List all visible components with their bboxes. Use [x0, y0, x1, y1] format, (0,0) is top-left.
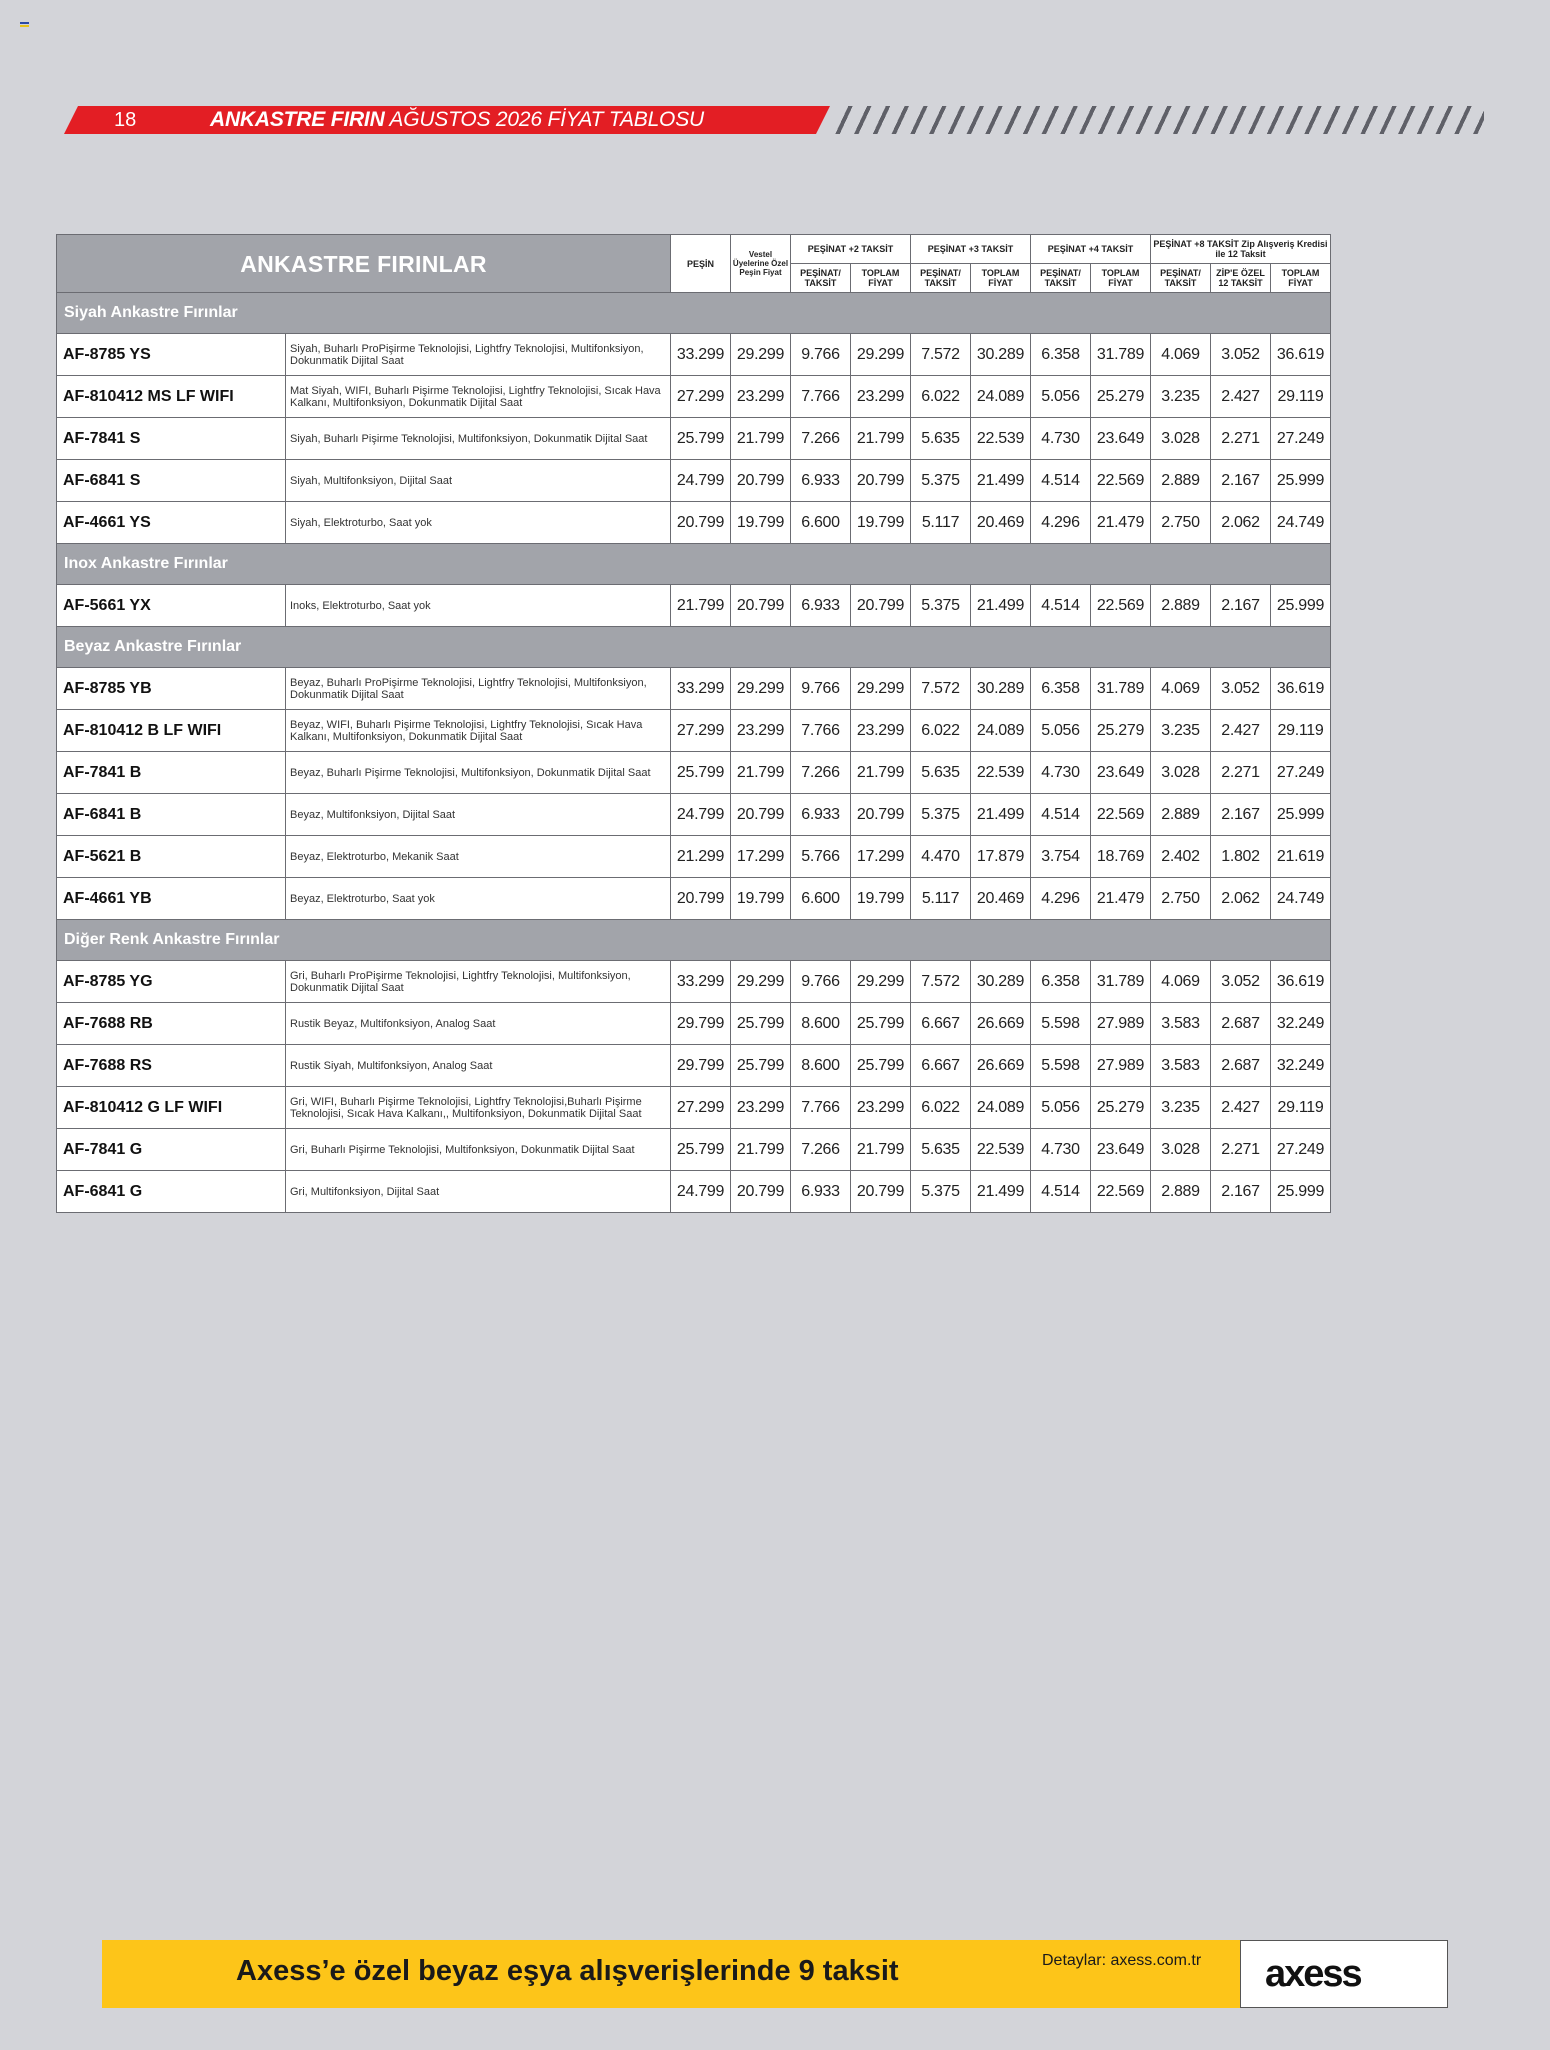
price-cell: 25.999: [1271, 794, 1331, 836]
price-cell: 32.249: [1271, 1045, 1331, 1087]
sub-header: TOPLAM FİYAT: [851, 264, 911, 293]
price-cell: 4.514: [1031, 794, 1091, 836]
price-cell: 7.572: [911, 961, 971, 1003]
price-cell: 22.539: [971, 1129, 1031, 1171]
table-row: [57, 334, 1331, 376]
table-row: [57, 794, 1331, 836]
description-cell: Gri, WIFI, Buharlı Pişirme Teknolojisi, Lightfry Teknolojisi,Buharlı Pişirme Teknolojisi, Sıcak Hava Kalkanı,, Multifonksiyon, Dokunmatik Dijital Saat: [286, 1087, 671, 1129]
table-row: [57, 961, 1331, 1003]
price-cell: 20.799: [731, 585, 791, 627]
description-cell: Mat Siyah, WIFI, Buharlı Pişirme Teknolojisi, Lightfry Teknolojisi, Sıcak Hava Kalkanı, Multifonksiyon, Dokunmatik Dijital Saat: [286, 376, 671, 418]
price-cell: 6.933: [791, 1171, 851, 1213]
price-cell: 25.799: [671, 1129, 731, 1171]
table-row: [57, 1003, 1331, 1045]
price-cell: 7.266: [791, 1129, 851, 1171]
price-cell: 3.235: [1151, 1087, 1211, 1129]
price-cell: 25.799: [731, 1003, 791, 1045]
price-cell: 2.750: [1151, 878, 1211, 920]
price-cell: 3.235: [1151, 710, 1211, 752]
price-cell: 6.022: [911, 710, 971, 752]
model-cell: AF-4661 YB: [57, 878, 286, 920]
col-pesin: PEŞİN: [671, 235, 731, 293]
table-row: [57, 460, 1331, 502]
table-row: [57, 418, 1331, 460]
price-cell: 17.879: [971, 836, 1031, 878]
price-cell: 21.619: [1271, 836, 1331, 878]
col-vestel-price: Vestel Üyelerine Özel Peşin Fiyat: [731, 235, 791, 293]
price-cell: 22.539: [971, 418, 1031, 460]
price-cell: 7.766: [791, 1087, 851, 1129]
price-cell: 21.299: [671, 836, 731, 878]
price-cell: 20.799: [851, 1171, 911, 1213]
price-cell: 4.730: [1031, 752, 1091, 794]
price-cell: 21.479: [1091, 502, 1151, 544]
price-cell: 30.289: [971, 334, 1031, 376]
price-cell: 19.799: [851, 878, 911, 920]
page-title: [210, 108, 704, 132]
price-cell: 9.766: [791, 668, 851, 710]
price-cell: 3.052: [1211, 334, 1271, 376]
price-cell: 21.799: [851, 1129, 911, 1171]
price-cell: 3.028: [1151, 752, 1211, 794]
price-cell: 27.299: [671, 376, 731, 418]
model-cell: AF-6841 G: [57, 1171, 286, 1213]
price-cell: 19.799: [851, 502, 911, 544]
table-row: [57, 1129, 1331, 1171]
price-cell: 4.069: [1151, 334, 1211, 376]
price-cell: 21.479: [1091, 878, 1151, 920]
price-cell: 5.375: [911, 794, 971, 836]
price-cell: 2.750: [1151, 502, 1211, 544]
description-cell: Rustik Siyah, Multifonksiyon, Analog Saat: [286, 1045, 671, 1087]
price-cell: 4.730: [1031, 418, 1091, 460]
price-cell: 27.299: [671, 1087, 731, 1129]
price-cell: 17.299: [731, 836, 791, 878]
price-cell: 24.749: [1271, 502, 1331, 544]
price-cell: 23.299: [851, 710, 911, 752]
price-cell: 2.271: [1211, 418, 1271, 460]
section-row: [57, 920, 1331, 961]
price-cell: 23.299: [851, 376, 911, 418]
price-cell: 21.799: [851, 752, 911, 794]
page-title-bold: ANKASTRE FIRIN: [210, 108, 385, 131]
price-cell: 6.022: [911, 1087, 971, 1129]
header-banner: [64, 106, 1484, 134]
model-cell: AF-7688 RB: [57, 1003, 286, 1045]
model-cell: AF-6841 B: [57, 794, 286, 836]
section-title: Siyah Ankastre Fırınlar: [57, 293, 1331, 334]
sub-header: PEŞİNAT/ TAKSİT: [1031, 264, 1091, 293]
price-cell: 3.583: [1151, 1045, 1211, 1087]
price-cell: 19.799: [731, 878, 791, 920]
price-cell: 25.799: [671, 752, 731, 794]
description-cell: Beyaz, Buharlı ProPişirme Teknolojisi, Lightfry Teknolojisi, Multifonksiyon, Dokunmatik Dijital Saat: [286, 668, 671, 710]
price-cell: 6.933: [791, 585, 851, 627]
price-cell: 4.069: [1151, 961, 1211, 1003]
price-cell: 3.583: [1151, 1003, 1211, 1045]
table-row: [57, 502, 1331, 544]
model-cell: AF-6841 S: [57, 460, 286, 502]
sub-header: PEŞİNAT/ TAKSİT: [1151, 264, 1211, 293]
table-row: [57, 752, 1331, 794]
model-cell: AF-8785 YB: [57, 668, 286, 710]
price-cell: 20.799: [731, 794, 791, 836]
price-cell: 29.299: [731, 334, 791, 376]
price-cell: 24.089: [971, 376, 1031, 418]
model-cell: AF-810412 B LF WIFI: [57, 710, 286, 752]
price-cell: 27.989: [1091, 1003, 1151, 1045]
price-cell: 7.266: [791, 752, 851, 794]
table-row: [57, 710, 1331, 752]
price-cell: 36.619: [1271, 334, 1331, 376]
price-cell: 6.600: [791, 502, 851, 544]
table-body: [57, 293, 1331, 1213]
table-row: [57, 376, 1331, 418]
price-cell: 26.669: [971, 1045, 1031, 1087]
price-cell: 21.499: [971, 794, 1031, 836]
description-cell: Siyah, Multifonksiyon, Dijital Saat: [286, 460, 671, 502]
model-cell: AF-810412 MS LF WIFI: [57, 376, 286, 418]
price-cell: 24.749: [1271, 878, 1331, 920]
group-header-4-taksit: PEŞİNAT +4 TAKSİT: [1031, 235, 1151, 264]
sub-header: TOPLAM FİYAT: [1091, 264, 1151, 293]
group-header-3-taksit: PEŞİNAT +3 TAKSİT: [911, 235, 1031, 264]
price-cell: 27.989: [1091, 1045, 1151, 1087]
price-cell: 4.470: [911, 836, 971, 878]
axess-logo-box: [1240, 1940, 1448, 2008]
price-cell: 8.600: [791, 1045, 851, 1087]
price-cell: 2.889: [1151, 1171, 1211, 1213]
price-cell: 2.427: [1211, 376, 1271, 418]
price-cell: 20.799: [731, 460, 791, 502]
description-cell: Gri, Multifonksiyon, Dijital Saat: [286, 1171, 671, 1213]
price-cell: 23.649: [1091, 752, 1151, 794]
price-cell: 25.999: [1271, 460, 1331, 502]
page-title-rest: AĞUSTOS 2026 FİYAT TABLOSU: [384, 108, 704, 131]
price-cell: 6.022: [911, 376, 971, 418]
description-cell: Gri, Buharlı Pişirme Teknolojisi, Multifonksiyon, Dokunmatik Dijital Saat: [286, 1129, 671, 1171]
model-cell: AF-8785 YS: [57, 334, 286, 376]
group-header-2-taksit: PEŞİNAT +2 TAKSİT: [791, 235, 911, 264]
axess-logo: axess: [1265, 1953, 1361, 1995]
price-cell: 6.933: [791, 794, 851, 836]
price-cell: 5.375: [911, 1171, 971, 1213]
sub-header: PEŞİNAT/ TAKSİT: [791, 264, 851, 293]
price-cell: 23.649: [1091, 418, 1151, 460]
price-cell: 21.799: [731, 418, 791, 460]
model-cell: AF-7841 B: [57, 752, 286, 794]
model-cell: AF-810412 G LF WIFI: [57, 1087, 286, 1129]
section-row: [57, 293, 1331, 334]
price-cell: 31.789: [1091, 668, 1151, 710]
price-cell: 33.299: [671, 668, 731, 710]
model-cell: AF-8785 YG: [57, 961, 286, 1003]
price-cell: 4.514: [1031, 585, 1091, 627]
group-header-8-taksit: PEŞİNAT +8 TAKSİT Zip Alışveriş Kredisi ile 12 Taksit: [1151, 235, 1331, 264]
footer-promo-text: Axess’e özel beyaz eşya alışverişlerinde 9 taksit: [236, 1955, 899, 1987]
model-cell: AF-7841 S: [57, 418, 286, 460]
description-cell: Gri, Buharlı ProPişirme Teknolojisi, Lightfry Teknolojisi, Multifonksiyon, Dokunmatik Dijital Saat: [286, 961, 671, 1003]
price-cell: 9.766: [791, 334, 851, 376]
price-cell: 4.069: [1151, 668, 1211, 710]
price-cell: 2.427: [1211, 710, 1271, 752]
price-cell: 24.089: [971, 710, 1031, 752]
price-cell: 17.299: [851, 836, 911, 878]
price-cell: 2.167: [1211, 585, 1271, 627]
price-cell: 24.799: [671, 1171, 731, 1213]
price-cell: 2.889: [1151, 585, 1211, 627]
price-cell: 6.600: [791, 878, 851, 920]
price-cell: 20.799: [731, 1171, 791, 1213]
price-cell: 5.766: [791, 836, 851, 878]
price-cell: 5.635: [911, 418, 971, 460]
price-cell: 20.799: [851, 794, 911, 836]
price-cell: 20.469: [971, 878, 1031, 920]
price-cell: 36.619: [1271, 668, 1331, 710]
price-cell: 2.427: [1211, 1087, 1271, 1129]
price-cell: 24.799: [671, 460, 731, 502]
price-cell: 21.499: [971, 460, 1031, 502]
price-cell: 25.279: [1091, 710, 1151, 752]
price-cell: 5.598: [1031, 1003, 1091, 1045]
model-cell: AF-7841 G: [57, 1129, 286, 1171]
price-cell: 1.802: [1211, 836, 1271, 878]
price-cell: 3.754: [1031, 836, 1091, 878]
price-cell: 5.117: [911, 878, 971, 920]
price-cell: 31.789: [1091, 961, 1151, 1003]
price-cell: 29.799: [671, 1003, 731, 1045]
description-cell: Beyaz, WIFI, Buharlı Pişirme Teknolojisi, Lightfry Teknolojisi, Sıcak Hava Kalkanı, Multifonksiyon, Dokunmatik Dijital Saat: [286, 710, 671, 752]
price-cell: 6.667: [911, 1003, 971, 1045]
table-row: [57, 668, 1331, 710]
price-cell: 3.028: [1151, 418, 1211, 460]
price-cell: 4.730: [1031, 1129, 1091, 1171]
model-cell: AF-5661 YX: [57, 585, 286, 627]
price-cell: 29.799: [671, 1045, 731, 1087]
price-cell: 32.249: [1271, 1003, 1331, 1045]
model-cell: AF-5621 B: [57, 836, 286, 878]
section-title: Beyaz Ankastre Fırınlar: [57, 627, 1331, 668]
price-cell: 29.119: [1271, 1087, 1331, 1129]
price-cell: 20.799: [671, 878, 731, 920]
sub-header: PEŞİNAT/ TAKSİT: [911, 264, 971, 293]
price-cell: 2.889: [1151, 794, 1211, 836]
description-cell: Beyaz, Elektroturbo, Mekanik Saat: [286, 836, 671, 878]
price-cell: 21.499: [971, 585, 1031, 627]
price-cell: 25.799: [851, 1045, 911, 1087]
price-cell: 2.062: [1211, 502, 1271, 544]
price-cell: 23.649: [1091, 1129, 1151, 1171]
price-cell: 3.235: [1151, 376, 1211, 418]
price-cell: 19.799: [731, 502, 791, 544]
price-cell: 29.299: [851, 668, 911, 710]
price-cell: 29.299: [731, 961, 791, 1003]
table-row: [57, 1045, 1331, 1087]
price-cell: 29.119: [1271, 376, 1331, 418]
price-cell: 9.766: [791, 961, 851, 1003]
price-cell: 2.167: [1211, 460, 1271, 502]
price-cell: 21.799: [851, 418, 911, 460]
description-cell: Siyah, Elektroturbo, Saat yok: [286, 502, 671, 544]
price-cell: 20.799: [671, 502, 731, 544]
model-cell: AF-4661 YS: [57, 502, 286, 544]
price-cell: 29.299: [731, 668, 791, 710]
description-cell: Siyah, Buharlı ProPişirme Teknolojisi, Lightfry Teknolojisi, Multifonksiyon, Dokunmatik Dijital Saat: [286, 334, 671, 376]
price-cell: 25.279: [1091, 376, 1151, 418]
table-title: ANKASTRE FIRINLAR: [57, 235, 671, 293]
price-cell: 27.249: [1271, 752, 1331, 794]
price-cell: 21.799: [671, 585, 731, 627]
price-cell: 4.514: [1031, 1171, 1091, 1213]
price-table-container: [56, 234, 1331, 1213]
banner-stripes: [834, 106, 1484, 134]
price-cell: 7.572: [911, 334, 971, 376]
price-cell: 6.667: [911, 1045, 971, 1087]
table-row: [57, 1171, 1331, 1213]
price-cell: 21.799: [731, 1129, 791, 1171]
price-cell: 23.299: [731, 376, 791, 418]
table-row: [57, 878, 1331, 920]
price-cell: 5.375: [911, 460, 971, 502]
sub-header: TOPLAM FİYAT: [971, 264, 1031, 293]
description-cell: Beyaz, Elektroturbo, Saat yok: [286, 878, 671, 920]
price-cell: 25.999: [1271, 585, 1331, 627]
price-cell: 5.635: [911, 752, 971, 794]
price-cell: 2.062: [1211, 878, 1271, 920]
price-cell: 2.687: [1211, 1045, 1271, 1087]
price-cell: 2.167: [1211, 794, 1271, 836]
sub-header: ZİP'E ÖZEL 12 TAKSİT: [1211, 264, 1271, 293]
price-cell: 6.358: [1031, 334, 1091, 376]
page-number: 18: [114, 109, 137, 131]
section-title: Inox Ankastre Fırınlar: [57, 544, 1331, 585]
price-cell: 25.799: [731, 1045, 791, 1087]
section-row: [57, 544, 1331, 585]
description-cell: Inoks, Elektroturbo, Saat yok: [286, 585, 671, 627]
description-cell: Beyaz, Multifonksiyon, Dijital Saat: [286, 794, 671, 836]
price-cell: 7.572: [911, 668, 971, 710]
price-cell: 5.056: [1031, 1087, 1091, 1129]
price-cell: 5.056: [1031, 376, 1091, 418]
price-cell: 18.769: [1091, 836, 1151, 878]
price-cell: 26.669: [971, 1003, 1031, 1045]
price-cell: 2.167: [1211, 1171, 1271, 1213]
price-cell: 5.635: [911, 1129, 971, 1171]
footer-promo-bar: [102, 1940, 1240, 2008]
price-cell: 22.569: [1091, 1171, 1151, 1213]
price-cell: 7.766: [791, 710, 851, 752]
price-cell: 8.600: [791, 1003, 851, 1045]
price-cell: 25.799: [851, 1003, 911, 1045]
price-cell: 3.052: [1211, 668, 1271, 710]
price-cell: 27.249: [1271, 1129, 1331, 1171]
price-cell: 22.569: [1091, 585, 1151, 627]
price-cell: 3.052: [1211, 961, 1271, 1003]
section-title: Diğer Renk Ankastre Fırınlar: [57, 920, 1331, 961]
price-cell: 29.119: [1271, 710, 1331, 752]
price-cell: 2.889: [1151, 460, 1211, 502]
description-cell: Siyah, Buharlı Pişirme Teknolojisi, Multifonksiyon, Dokunmatik Dijital Saat: [286, 418, 671, 460]
price-cell: 4.296: [1031, 878, 1091, 920]
price-cell: 23.299: [731, 710, 791, 752]
price-cell: 6.358: [1031, 961, 1091, 1003]
price-cell: 6.358: [1031, 668, 1091, 710]
sub-header: TOPLAM FİYAT: [1271, 264, 1331, 293]
price-cell: 33.299: [671, 961, 731, 1003]
price-cell: 5.375: [911, 585, 971, 627]
price-cell: 36.619: [1271, 961, 1331, 1003]
corner-mark: [20, 22, 29, 28]
price-cell: 24.089: [971, 1087, 1031, 1129]
price-cell: 30.289: [971, 668, 1031, 710]
table-row: [57, 836, 1331, 878]
table-row: [57, 1087, 1331, 1129]
model-cell: AF-7688 RS: [57, 1045, 286, 1087]
price-cell: 22.569: [1091, 460, 1151, 502]
description-cell: Rustik Beyaz, Multifonksiyon, Analog Saat: [286, 1003, 671, 1045]
price-cell: 30.289: [971, 961, 1031, 1003]
price-cell: 2.271: [1211, 1129, 1271, 1171]
price-cell: 7.266: [791, 418, 851, 460]
section-row: [57, 627, 1331, 668]
description-cell: Beyaz, Buharlı Pişirme Teknolojisi, Multifonksiyon, Dokunmatik Dijital Saat: [286, 752, 671, 794]
price-cell: 24.799: [671, 794, 731, 836]
price-cell: 29.299: [851, 961, 911, 1003]
price-cell: 27.249: [1271, 418, 1331, 460]
price-cell: 3.028: [1151, 1129, 1211, 1171]
price-cell: 22.569: [1091, 794, 1151, 836]
price-cell: 23.299: [851, 1087, 911, 1129]
price-cell: 20.469: [971, 502, 1031, 544]
price-cell: 2.402: [1151, 836, 1211, 878]
price-cell: 4.514: [1031, 460, 1091, 502]
price-cell: 4.296: [1031, 502, 1091, 544]
price-cell: 5.117: [911, 502, 971, 544]
price-cell: 29.299: [851, 334, 911, 376]
price-cell: 5.056: [1031, 710, 1091, 752]
price-cell: 25.279: [1091, 1087, 1151, 1129]
price-cell: 21.499: [971, 1171, 1031, 1213]
price-cell: 27.299: [671, 710, 731, 752]
price-cell: 7.766: [791, 376, 851, 418]
price-cell: 25.799: [671, 418, 731, 460]
price-cell: 2.271: [1211, 752, 1271, 794]
footer-detail-link[interactable]: Detaylar: axess.com.tr: [1042, 1952, 1202, 1969]
price-cell: 20.799: [851, 585, 911, 627]
table-row: [57, 585, 1331, 627]
price-cell: 33.299: [671, 334, 731, 376]
price-cell: 20.799: [851, 460, 911, 502]
price-cell: 22.539: [971, 752, 1031, 794]
price-cell: 31.789: [1091, 334, 1151, 376]
price-cell: 21.799: [731, 752, 791, 794]
price-table: [56, 234, 1331, 1213]
price-cell: 25.999: [1271, 1171, 1331, 1213]
price-cell: 2.687: [1211, 1003, 1271, 1045]
price-cell: 6.933: [791, 460, 851, 502]
price-cell: 5.598: [1031, 1045, 1091, 1087]
price-cell: 23.299: [731, 1087, 791, 1129]
